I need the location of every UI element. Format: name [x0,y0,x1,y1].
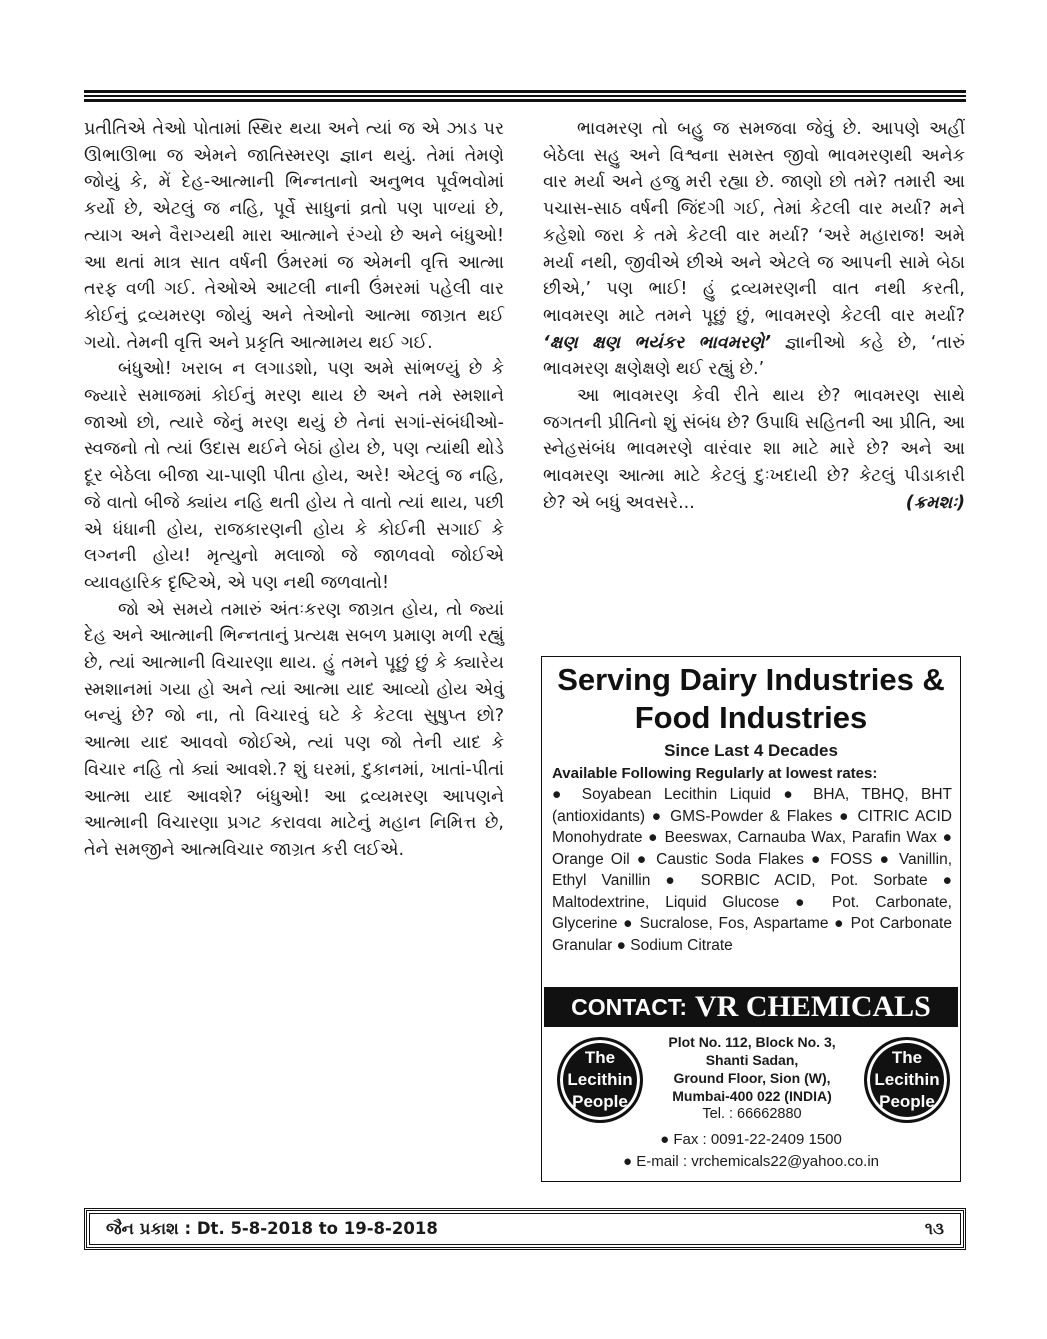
to-be-continued: (ક્રમશઃ) [905,492,965,513]
ad-headline-line: Food Industries [634,700,868,735]
advertisement [541,656,961,1182]
ad-headline [542,661,960,737]
paragraph: જો એ સમયે તમારું અંતઃકરણ જાગ્રત હોય, તો જ્યાં દેહ અને આત્માની ભિન્નતાનું પ્રત્યક્ષ સબળ પ્રમાણ મળી રહ્યું છે, ત્યાં આત્માની વિચારણા થાય. હું તમને પૂછું છું કે ક્યારેય સ્મશાનમાં ગયા હો અને ત્યાં આત્મા યાદ આવ્યો હોય એવું બન્યું છે? જો ના, તો વિચારવું ઘટે કે કેટલા સુષુપ્ત છો? આત્મા યાદ આવવો જોઈએ, ત્યાં પણ જો તેની યાદ કે વિચાર નહિ તો ક્યાં આવશે.? શું ઘરમાં, દુકાનમાં, ખાતાં-પીતાં આત્મા યાદ આવશે? બંધુઓ! આ દ્રવ્યમરણ આપણને આત્માની વિચારણા પ્રગટ કરાવવા માટેનું મહાન નિમિત્ત છે, તેને સમજીને આત્મવિચાર જાગ્રત કરી લઈએ. [84,599,504,860]
contact-banner [544,987,958,1027]
ad-available: Available Following Regularly at lowest rates: [552,765,878,782]
telephone: Tel. : 66662880 [702,1106,802,1122]
logo-text: The [584,1048,616,1067]
ad-headline-line: Serving Dairy Industries & [557,662,945,697]
ad-product-list: ● Soyabean Lecithin Liquid ● BHA, TBHQ, BHT (antioxidants) ● GMS-Powder & Flakes ● CITRIC ACID Monohydrate ● Beeswax, Carnauba Wax, Parafin Wax ● Orange Oil ● Caustic Soda Flakes ● FOSS ● Vanillin, Ethyl Vanillin ● SORBIC ACID, Pot. Sorbate ● Maltodextrine, Liquid Glucose ● Pot. Carbonate, Glycerine ● Sucralose, Fos, Aspartame ● Pot Carbonate Granular ● Sodium Citrate [552,786,952,954]
logo-text: The [891,1048,923,1067]
address-line: Plot No. 112, Block No. 3, [668,1034,836,1050]
top-rule [84,90,966,104]
left-column [84,116,504,864]
email: ● E-mail : vrchemicals22@yahoo.co.in [622,1153,880,1170]
address-block [650,1033,854,1123]
address-line: Mumbai-400 022 (INDIA) [672,1088,832,1104]
logo-text: Lecithin [874,1070,940,1089]
paragraph: પ્રતીતિએ તેઓ પોતામાં સ્થિર થયા અને ત્યાં જ એ ઝાડ પર ઊભાઊભા જ એમને જાતિસ્મરણ જ્ઞાન થયું. તેમાં તેમણે જોયું કે, મેં દેહ-આત્માની ભિન્નતાનો અનુભવ પૂર્વભવોમાં કર્યો છે, એટલું જ નહિ, પૂર્વે સાધુનાં વ્રતો પણ પાળ્યાં છે, ત્યાગ અને વૈરાગ્યથી મારા આત્માને રંગ્યો છે અને બંધુઓ! આ થતાં માત્ર સાત વર્ષની ઉંમરમાં જ એમની વૃત્તિ આત્મા તરફ વળી ગઈ. તેઓએ આટલી નાની ઉંમરમાં પહેલી વાર કોઈનું દ્રવ્યમરણ જોયું અને તેઓનો આત્મા જાગ્રત થઈ ગયો. તેમની વૃત્તિ અને પ્રકૃતિ આત્મામય થઈ ગઈ. [84,119,504,353]
page-footer [84,1208,966,1250]
address-line: Shanti Sadan, [705,1052,799,1068]
paragraph-text: જ્ઞાનીઓ કહે છે, ‘તારું ભાવમરણ ક્ષણેક્ષણે થઈ રહ્યું છે.’ [543,332,965,380]
logo-text: People [879,1092,935,1111]
page-number: ૧૩ [924,1219,944,1238]
paragraph [543,116,965,383]
emphasis-quote: ‘ક્ષણ ક્ષણ ભયંકર ભાવમરણે’ [543,332,771,353]
paragraph: બંધુઓ! ખરાબ ન લગાડશો, પણ અમે સાંભળ્યું છે કે જ્યારે સમાજમાં કોઈનું મરણ થાય છે અને તમે સ્મશાને જાઓ છો, ત્યારે જેનું મરણ થયું છે તેનાં સગાં-સંબંધીઓ-સ્વજનો તો ત્યાં ઉદાસ થઈને બેઠાં હોય છે, પણ ત્યાંથી થોડે દૂર બેઠેલા બીજા ચા-પાણી પીતા હોય, અરે! એટલું જ નહિ, જે વાતો બીજે ક્યાંય નહિ થતી હોય તે વાતો ત્યાં થાય, પછી એ ધંધાની હોય, રાજકારણની હોય કે કોઈની સગાઈ કે લગ્નની હોય! મૃત્યુનો મલાજો જે જાળવવો જોઈએ વ્યાવહારિક દૃષ્ટિએ, એ પણ નથી જળવાતો! [84,359,504,593]
address-line: Ground Floor, Sion (W), [673,1070,831,1086]
publication-info: જૈન પ્રકાશ : Dt. 5-8-2018 to 19-8-2018 [106,1219,438,1238]
contact-label: CONTACT: [571,993,687,1020]
paragraph-text: ભાવમરણ તો બહુ જ સમજવા જેવું છે. આપણે અહીં બેઠેલા સહુ અને વિશ્વના સમસ્ત જીવો ભાવમરણથી અનેક વાર મર્યા અને હજુ મરી રહ્યા છે. જાણો છો તમે? તમારી આ પચાસ-સાઠ વર્ષની જિંદગી ગઈ, તેમાં કેટલી વાર મર્યા? મને કહેશો જરા કે તમે કેટલી વાર મર્યા? ‘અરે મહારાજ! અમે મર્યા નથી, જીવીએ છીએ અને એટલે જ આપની સામે બેઠા છીએ,’ પણ ભાઈ! હું દ્રવ્યમરણની વાત નથી કરતી, ભાવમરણ માટે તમને પૂછું છું, ભાવમરણે કેટલી વાર મર્યા? [543,119,965,326]
paragraph [543,383,965,517]
paragraph-text: આ ભાવમરણ કેવી રીતે થાય છે? ભાવમરણ સાથે જગતની પ્રીતિનો શું સંબંધ છે? ઉપાધિ સહિતની આ પ્રીતિ, આ સ્નેહસંબંધ ભાવમરણે વારંવાર શા માટે મારે છે? અને આ ભાવમરણ આત્મા માટે કેટલું દુઃખદાયી છે? કેટલું પીડાકારી છે? એ બધું અવસરે... [543,386,965,513]
ad-since: Since Last 4 Decades [664,741,838,760]
fax: ● Fax : 0091-22-2409 1500 [660,1131,842,1148]
lecithin-logo [557,1037,643,1123]
right-column [543,116,965,517]
lecithin-logo [864,1037,950,1123]
logo-text: People [572,1092,628,1111]
company-name: VR CHEMICALS [694,990,931,1023]
logo-text: Lecithin [567,1070,633,1089]
